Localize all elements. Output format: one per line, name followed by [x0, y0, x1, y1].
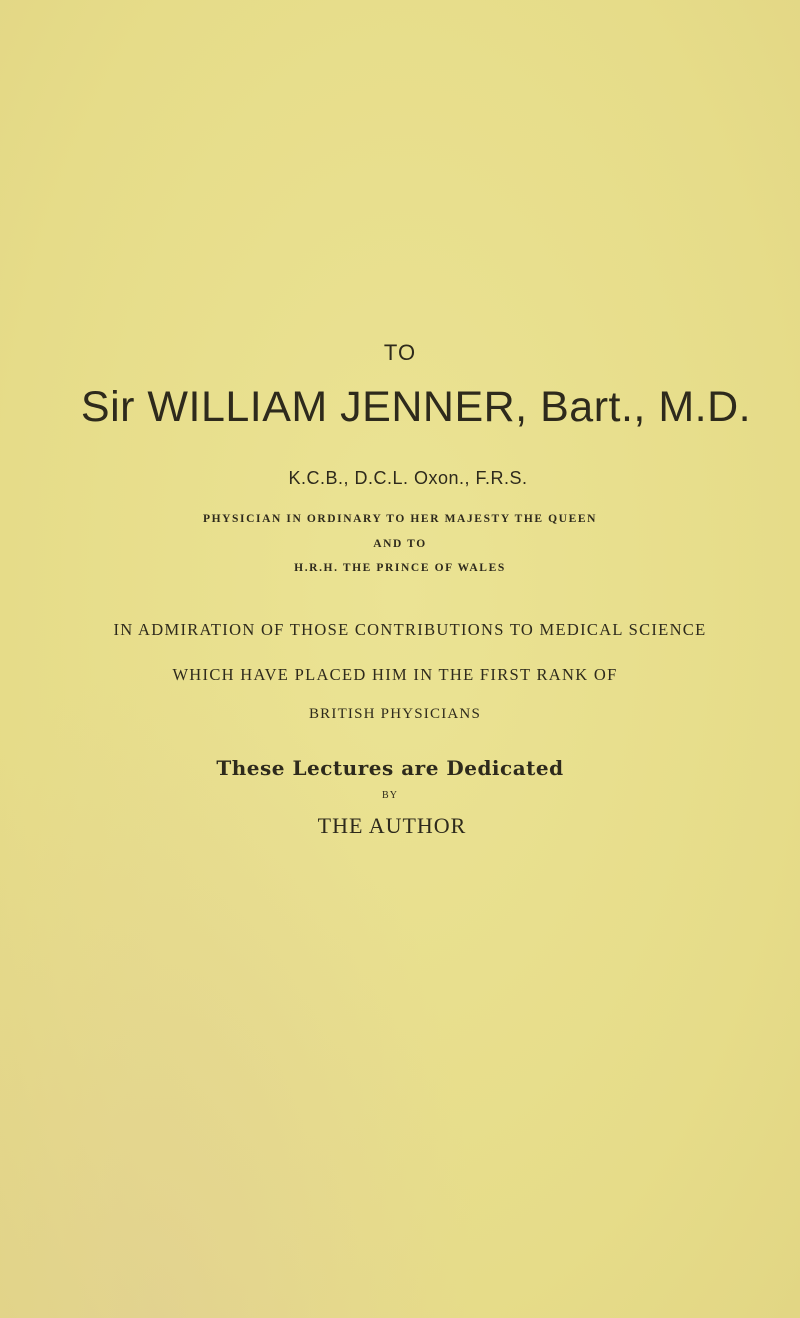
admiration-line-3: BRITISH PHYSICIANS: [308, 706, 482, 722]
admiration-line-2: WHICH HAVE PLACED HIM IN THE FIRST RANK OF: [172, 665, 618, 684]
honours-frs: F.R.S.: [475, 468, 528, 488]
dedication-to: TO: [383, 340, 417, 365]
admiration-line-1: IN ADMIRATION OF THOSE CONTRIBUTIONS TO MEDICAL SCIENCE: [113, 620, 707, 639]
name-sir: Sir: [80, 383, 135, 431]
dedicatee-name: [16, 383, 800, 432]
honours-oxon: Oxon.,: [413, 468, 471, 488]
name-main: WILLIAM JENNER,: [147, 383, 528, 431]
author-label: THE AUTHOR: [317, 813, 467, 838]
physician-line-1: PHYSICIAN IN ORDINARY TO HER MAJESTY THE QUEEN: [202, 513, 598, 525]
dedicated-line: These Lectures are Dedicated: [216, 756, 564, 780]
by-label: BY: [382, 790, 398, 801]
name-md: M.D.: [658, 383, 752, 431]
honours-degrees: K.C.B., D.C.L.: [288, 468, 409, 488]
name-bart: Bart.,: [540, 383, 646, 431]
physician-line-2: AND TO: [373, 538, 427, 550]
dedicatee-honours: [8, 468, 800, 489]
physician-line-3: H.R.H. THE PRINCE OF WALES: [294, 562, 506, 574]
